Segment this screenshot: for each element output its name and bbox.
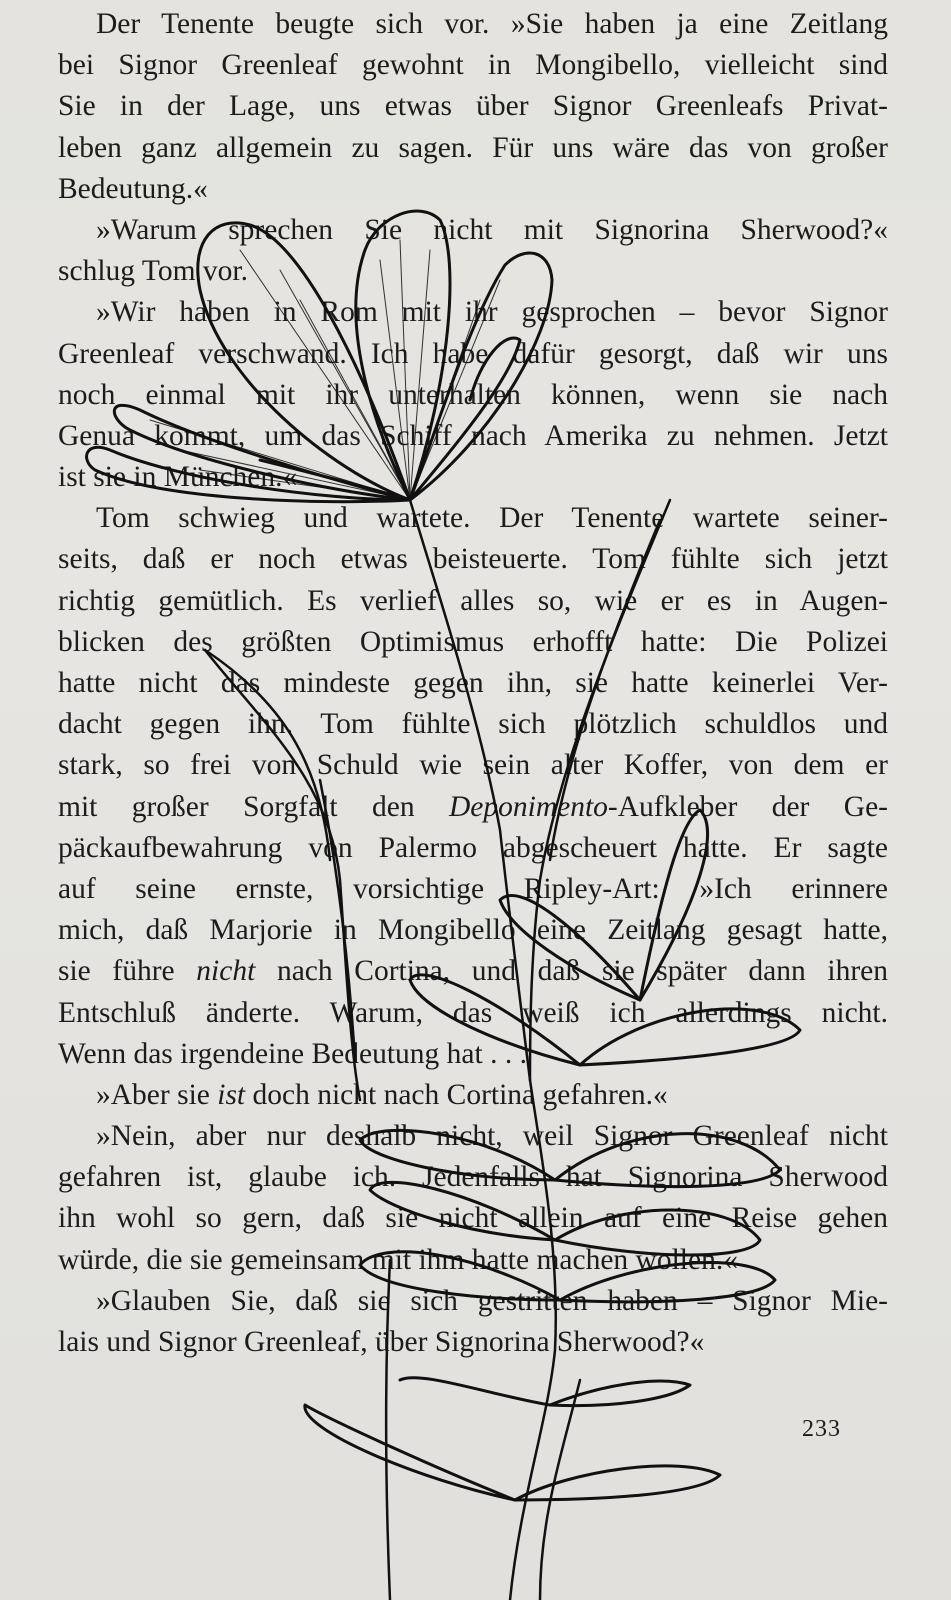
text-line: päckaufbewahrung von Palermo abgescheuert hatte. Er sagte — [58, 831, 888, 864]
text-line: Sie in der Lage, uns etwas über Signor Greenleafs Privat- — [58, 90, 888, 123]
flower-head-icon — [87, 211, 552, 502]
text-line: lais und Signor Greenleaf, über Signorina Sherwood?« — [58, 1326, 705, 1358]
page-number: 233 — [802, 1416, 841, 1442]
text-line: schlug Tom vor. — [58, 255, 248, 288]
text-line: stark, so frei von Schuld wie sein alter Koffer, von dem er — [58, 749, 888, 782]
text-line: mich, daß Marjorie in Mongibello eine Zeitlang gesagt hatte, — [58, 914, 888, 947]
text-line: Genua kommt, um das Schiff nach Amerika zu nehmen. Jetzt — [58, 419, 888, 452]
text-line: mit großer Sorgfalt den Deponimento-Aufkleber der Ge- — [58, 790, 888, 823]
text-line: Bedeutung.« — [58, 172, 208, 205]
text-line: ihn wohl so gern, daß sie nicht allein auf eine Reise gehen — [58, 1202, 888, 1235]
text-line: »Nein, aber nur deshalb nicht, weil Signor Greenleaf nicht — [96, 1120, 888, 1153]
text-line: noch einmal mit ihr unterhalten können, wenn sie nach — [58, 378, 888, 411]
text-line: hatte nicht das mindeste gegen ihn, sie hatte keinerlei Ver- — [58, 667, 888, 699]
text-line: würde, die sie gemeinsam mit ihm hatte machen wollen.« — [58, 1243, 738, 1276]
leaf-icon — [305, 810, 800, 1500]
text-line: leben ganz allgemein zu sagen. Für uns wäre das von großer — [58, 131, 888, 164]
text-line: »Aber sie ist doch nicht nach Cortina gefahren.« — [96, 1078, 668, 1111]
text-line: »Wir haben in Rom mit ihr gesprochen – bevor Signor — [96, 296, 888, 329]
text-line: Entschluß änderte. Warum, das weiß ich allerdings nicht. — [58, 996, 888, 1029]
text-line: blicken des größten Optimismus erhofft hatte: Die Polizei — [58, 625, 888, 658]
text-line: gefahren ist, glaube ich. Jedenfalls hat Signorina Sherwood — [58, 1161, 888, 1194]
text-line: sie führe nicht nach Cortina, und daß sie später dann ihren — [58, 955, 888, 988]
text-line: dacht gegen ihn. Tom fühlte sich plötzlich schuldlos und — [58, 708, 888, 741]
text-line: »Warum sprechen Sie nicht mit Signorina Sherwood?« — [96, 213, 888, 246]
text-line: seits, daß er noch etwas beisteuerte. Tom fühlte sich jetzt — [58, 543, 888, 576]
text-line: Wenn das irgendeine Bedeutung hat . . . — [58, 1037, 527, 1070]
text-line: bei Signor Greenleaf gewohnt in Mongibello, vielleicht sind — [58, 49, 888, 82]
text-line: auf seine ernste, vorsichtige Ripley-Art: »Ich erinnere — [58, 872, 888, 905]
text-line: Tom schwieg und wartete. Der Tenente wartete seiner- — [96, 502, 888, 535]
text-line: ist sie in München.« — [58, 461, 298, 494]
text-line: »Glauben Sie, daß sie sich gestritten haben – Signor Mie- — [96, 1284, 888, 1317]
stem-icon — [320, 500, 670, 1600]
text-line: Der Tenente beugte sich vor. »Sie haben ja eine Zeitlang — [96, 8, 888, 40]
text-line: richtig gemütlich. Es verlief alles so, wie er es in Augen- — [58, 584, 888, 617]
text-line: Greenleaf verschwand. Ich habe dafür gesorgt, daß wir uns — [58, 337, 888, 370]
